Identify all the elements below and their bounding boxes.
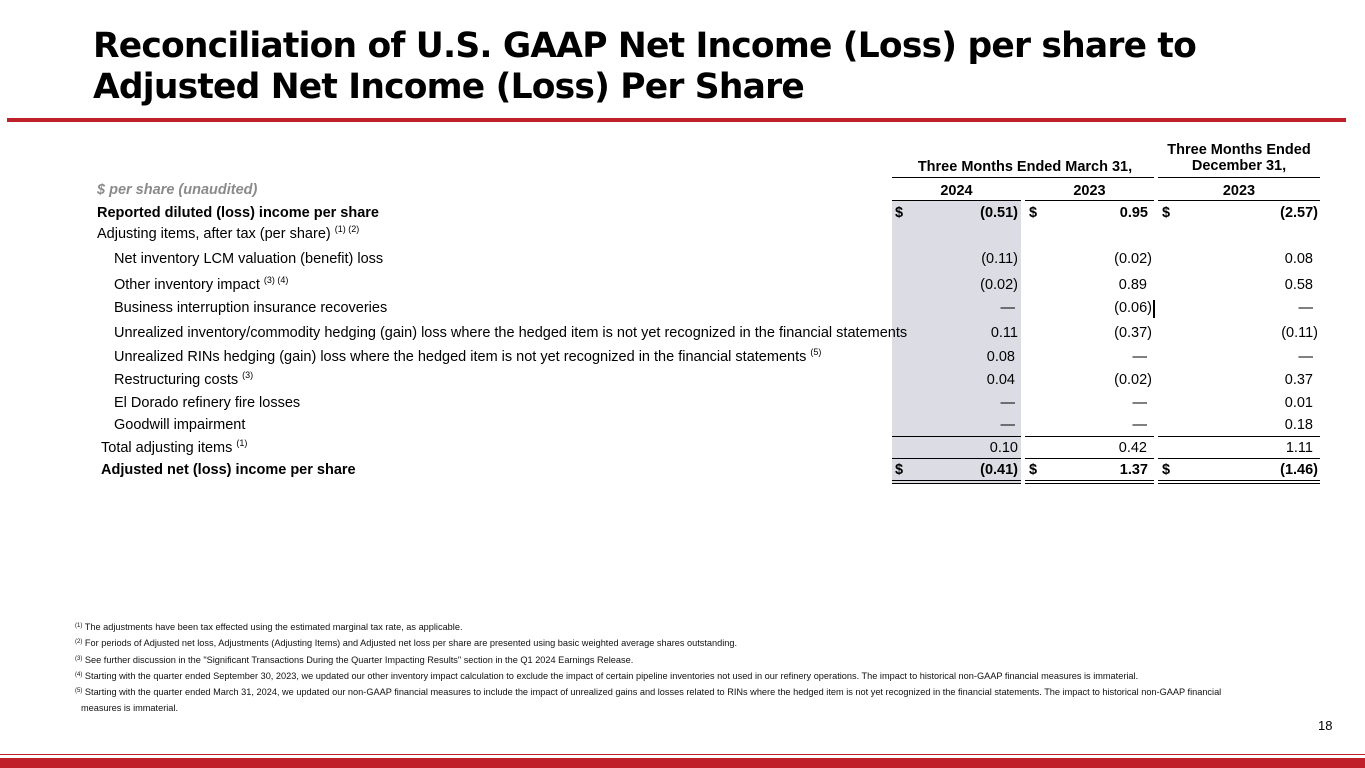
double-rule-col1 bbox=[892, 480, 1021, 484]
row-lcm-2023-december: 0.08 bbox=[1284, 251, 1313, 267]
footnote-5: $^{(5)}$ Starting with the quarter ended March 31, 2024, we updated our non-GAAP financial measures to include the impact of unrealized gains and losses related to RINs where the hedged item is not yet recognized in the financial statements. The impact to historical non-GAAP financial bbox=[75, 687, 1222, 697]
row-goodwill-2023-december: 0.18 bbox=[1284, 417, 1313, 433]
header-group-march: Three Months Ended March 31, bbox=[917, 159, 1133, 175]
total-rule-col1 bbox=[892, 436, 1021, 437]
currency-symbol: $ bbox=[1162, 462, 1171, 478]
header-underline-col2 bbox=[1025, 200, 1154, 201]
row-adjusted-2024: (0.41) bbox=[980, 462, 1018, 478]
row-lcm-label: Net inventory LCM valuation (benefit) loss bbox=[114, 251, 384, 267]
total-rule-col2 bbox=[1025, 436, 1154, 437]
row-lcm-2024: (0.11) bbox=[981, 251, 1018, 267]
adjusted-rule-col2 bbox=[1025, 458, 1154, 459]
row-hedging-2024: 0.11 bbox=[990, 325, 1018, 341]
footer-bar bbox=[0, 758, 1365, 768]
row-adjusting-heading: Adjusting items, after tax (per share) $^{(1) (2)}$ bbox=[97, 224, 360, 242]
currency-symbol: $ bbox=[1162, 205, 1171, 221]
row-goodwill-label: Goodwill impairment bbox=[114, 417, 246, 433]
row-other-inventory-label: Other inventory impact $^{(3) (4)}$ bbox=[114, 275, 289, 293]
footnote-4: $^{(4)}$ Starting with the quarter ended September 30, 2023, we updated our other inventory impact calculation to exclude the impact of certain pipeline inventories not used in our refinery operations. The impact to historical non-GAAP financial measures is immaterial. bbox=[75, 671, 1139, 681]
row-restructuring-label: Restructuring costs $^{(3)}$ bbox=[114, 370, 254, 388]
row-rins-label: Unrealized RINs hedging (gain) loss where the hedged item is not yet recognized in the financial statements $^{(5)}$ bbox=[114, 347, 822, 365]
row-hedging-2023-march: (0.37) bbox=[1114, 325, 1152, 341]
row-restructuring-2024: 0.04 bbox=[986, 372, 1015, 388]
row-other-inventory-2024: (0.02) bbox=[980, 277, 1018, 293]
row-adjusted-2023-december: (1.46) bbox=[1280, 462, 1318, 478]
column-header-2023-december: 2023 bbox=[1222, 183, 1256, 199]
row-goodwill-2024: — bbox=[1000, 417, 1015, 433]
row-total-2024: 0.10 bbox=[989, 440, 1018, 456]
row-goodwill-2023-march: — bbox=[1132, 417, 1147, 433]
row-rins-2024: 0.08 bbox=[986, 349, 1015, 365]
double-rule-col2 bbox=[1025, 480, 1154, 484]
double-rule-col3 bbox=[1158, 480, 1320, 484]
row-hedging-2023-december: (0.11) bbox=[1281, 325, 1318, 341]
row-rins-2023-march: — bbox=[1132, 349, 1147, 365]
column-header-2024: 2024 bbox=[940, 183, 973, 199]
header-rule-group2 bbox=[1158, 177, 1320, 178]
row-business-interruption-label: Business interruption insurance recoveries bbox=[114, 300, 388, 316]
row-el-dorado-2023-march: — bbox=[1132, 395, 1147, 411]
row-restructuring-2023-december: 0.37 bbox=[1284, 372, 1313, 388]
footnote-5-continued: measures is immaterial. bbox=[81, 703, 179, 713]
row-reported-label: Reported diluted (loss) income per share bbox=[97, 205, 379, 221]
currency-symbol: $ bbox=[895, 462, 904, 478]
unit-label: $ per share (unaudited) bbox=[97, 182, 258, 198]
row-total-2023-march: 0.42 bbox=[1118, 440, 1147, 456]
adjusted-rule-col3 bbox=[1158, 458, 1320, 459]
header-group-december-line1: Three Months Ended bbox=[1167, 142, 1311, 158]
title-line-2: Adjusted Net Income (Loss) Per Share bbox=[93, 67, 804, 107]
row-reported-2023-december: (2.57) bbox=[1280, 205, 1318, 221]
row-business-interruption-2024: — bbox=[1000, 300, 1015, 316]
header-underline-col1 bbox=[892, 200, 1021, 201]
row-restructuring-2023-march: (0.02) bbox=[1114, 372, 1152, 388]
row-business-interruption-2023-december: — bbox=[1298, 300, 1313, 316]
header-group-december-line2: December 31, bbox=[1191, 158, 1287, 174]
footnote-3: $^{(3)}$ See further discussion in the "Significant Transactions During the Quarter Impacting Results" section in the Q1 2024 Earnings Release. bbox=[75, 655, 634, 665]
footnote-1: $^{(1)}$ The adjustments have been tax effected using the estimated marginal tax rate, as applicable. bbox=[75, 622, 463, 632]
footer-thin-rule bbox=[0, 754, 1365, 755]
footnote-2: $^{(2)}$ For periods of Adjusted net loss, Adjustments (Adjusting Items) and Adjusted net loss per share are presented using basic weighted average shares outstanding. bbox=[75, 638, 738, 648]
row-hedging-label: Unrealized inventory/commodity hedging (gain) loss where the hedged item is not yet recognized in the financial statements bbox=[114, 325, 908, 341]
row-adjusted-2023-march: 1.37 bbox=[1119, 462, 1148, 478]
row-total-label: Total adjusting items $^{(1)}$ bbox=[101, 438, 248, 456]
row-other-inventory-2023-december: 0.58 bbox=[1284, 277, 1313, 293]
row-business-interruption-2023-march: (0.06) bbox=[1114, 300, 1152, 316]
title-line-1: Reconciliation of U.S. GAAP Net Income (Loss) per share to bbox=[93, 26, 1196, 66]
page-title bbox=[93, 26, 1293, 108]
currency-symbol: $ bbox=[1029, 205, 1038, 221]
row-el-dorado-2023-december: 0.01 bbox=[1284, 395, 1313, 411]
row-lcm-2023-march: (0.02) bbox=[1114, 251, 1152, 267]
currency-symbol: $ bbox=[895, 205, 904, 221]
row-reported-2023-march: 0.95 bbox=[1119, 205, 1148, 221]
row-rins-2023-december: — bbox=[1298, 349, 1313, 365]
page-number: 18 bbox=[1318, 718, 1333, 733]
total-rule-col3 bbox=[1158, 436, 1320, 437]
text-cursor bbox=[1153, 300, 1155, 318]
row-other-inventory-2023-march: 0.89 bbox=[1118, 277, 1147, 293]
row-total-2023-december: 1.11 bbox=[1285, 440, 1313, 456]
row-el-dorado-2024: — bbox=[1000, 395, 1015, 411]
header-rule-group1 bbox=[892, 177, 1154, 178]
row-reported-2024: (0.51) bbox=[980, 205, 1018, 221]
title-divider bbox=[7, 118, 1346, 122]
currency-symbol: $ bbox=[1029, 462, 1038, 478]
row-adjusted-label: Adjusted net (loss) income per share bbox=[101, 462, 356, 478]
adjusted-rule-col1 bbox=[892, 458, 1021, 459]
header-underline-col3 bbox=[1158, 200, 1320, 201]
column-header-2023-march: 2023 bbox=[1073, 183, 1106, 199]
row-el-dorado-label: El Dorado refinery fire losses bbox=[114, 395, 301, 411]
